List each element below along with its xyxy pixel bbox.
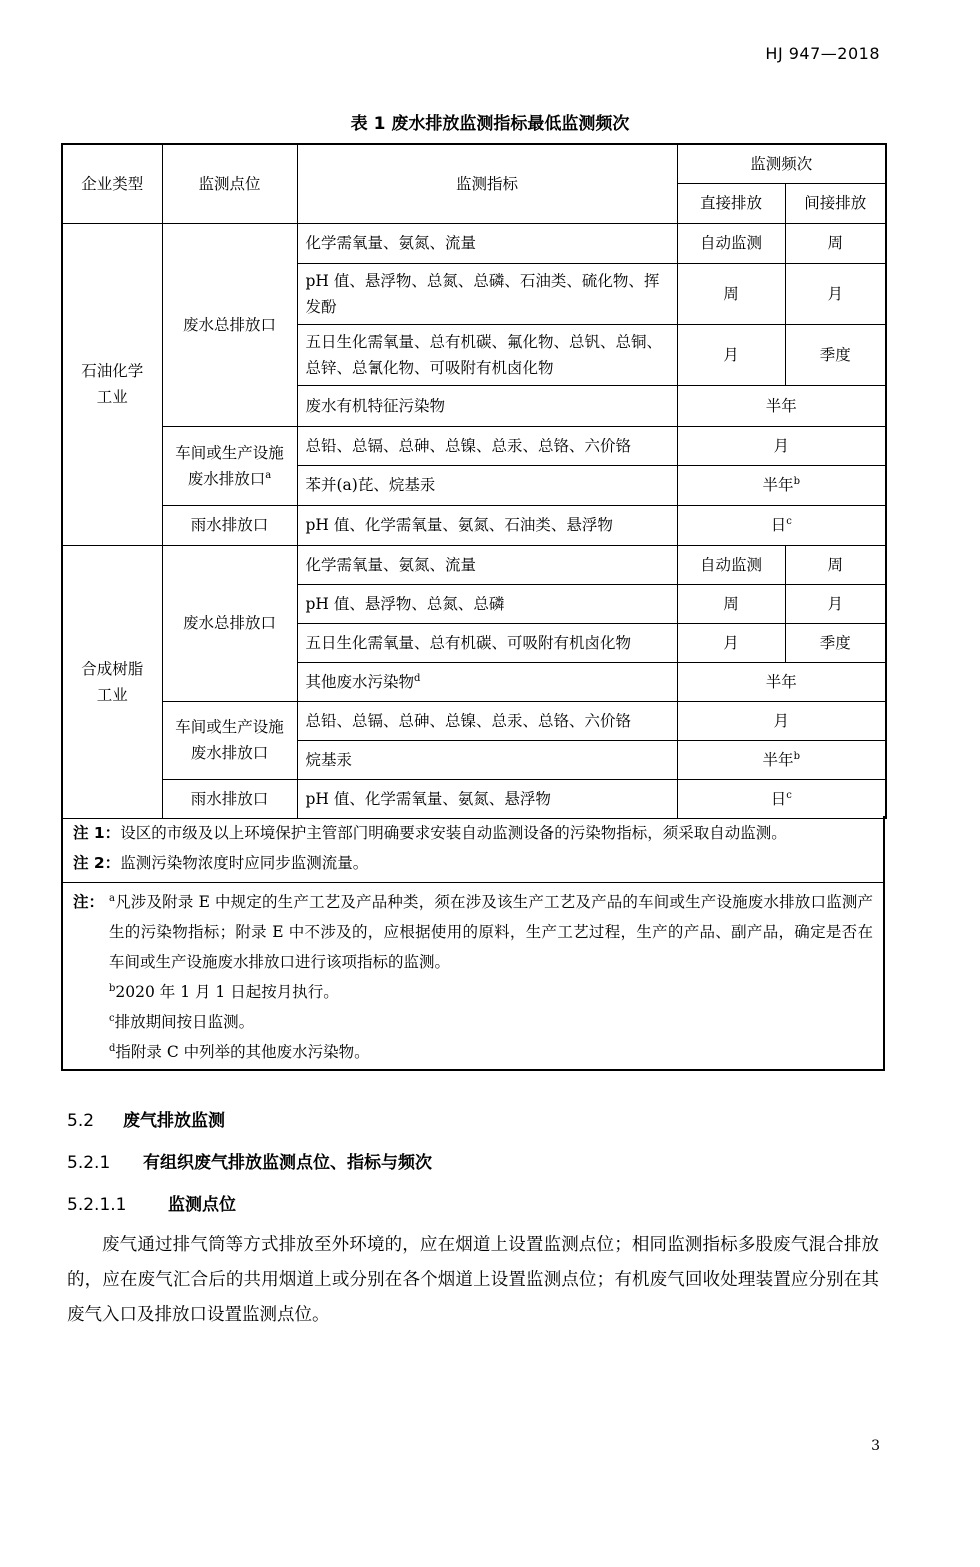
frequency-cell: 半年$^b$ bbox=[677, 740, 886, 779]
footnote-mark: d bbox=[414, 672, 421, 684]
note-1: 注 1：设区的市级及以上环境保护主管部门明确要求安装自动监测设备的污染物指标，须采取自动监测。 bbox=[73, 824, 787, 842]
footnote-mark: b bbox=[793, 750, 800, 762]
indicator-cell: 其他废水污染物$^d$ bbox=[297, 662, 677, 701]
indirect-frequency-cell: 季度 bbox=[785, 324, 886, 385]
header-indicator: 监测指标 bbox=[297, 144, 677, 223]
indicator-cell: 化学需氧量、氨氮、流量 bbox=[297, 545, 677, 584]
direct-frequency-cell: 周 bbox=[677, 584, 785, 623]
section-heading-5-2-1: 5.2.1 有组织废气排放监测点位、指标与频次 bbox=[67, 1153, 432, 1173]
table-title: 表 1 废水排放监测指标最低监测频次 bbox=[350, 114, 630, 134]
footnote-mark: a bbox=[265, 469, 272, 481]
general-notes bbox=[63, 816, 883, 883]
direct-frequency-cell: 自动监测 bbox=[677, 223, 785, 263]
header-enterprise-type: 企业类型 bbox=[62, 144, 162, 223]
footnote-mark: b bbox=[793, 475, 800, 487]
section-heading-5-2-1-1: 5.2.1.1 监测点位 bbox=[67, 1195, 236, 1215]
body-paragraph: 废气通过排气筒等方式排放至外环境的，应在烟道上设置监测点位；相同监测指标多股废气混合排放的，应在废气汇合后的共用烟道上或分别在各个烟道上设置监测点位；有机废气回收处理装置应分别在其废气入口及排放口设置监测点位。 bbox=[67, 1235, 879, 1325]
indicator-cell: 烷基汞 bbox=[297, 740, 677, 779]
footnote-mark: c bbox=[786, 515, 792, 527]
footnote-a: 注： $^a$凡涉及附录 E 中规定的生产工艺及产品种类，须在涉及该生产工艺及产品的车间或生产设施废水排放口监测产生的污染物指标；附录 E 中不涉及的，应根据使用的原料，生产工艺过程，生产的产品、副产品，确定是否在车间或生产设施废水排放口进行该项指标的监测。 bbox=[73, 892, 873, 971]
indirect-frequency-cell: 月 bbox=[785, 584, 886, 623]
direct-frequency-cell: 月 bbox=[677, 324, 785, 385]
indicator-cell: 总铅、总镉、总砷、总镍、总汞、总铬、六价铬 bbox=[297, 701, 677, 740]
note-2: 注 2：监测污染物浓度时应同步监测流量。 bbox=[73, 854, 369, 872]
header-monitoring-point: 监测点位 bbox=[162, 144, 297, 223]
indicator-cell: 五日生化需氧量、总有机碳、氟化物、总钒、总铜、总锌、总氰化物、可吸附有机卤化物 bbox=[297, 324, 677, 385]
footnote-d: $^d$指附录 C 中列举的其他废水污染物。 bbox=[109, 1042, 370, 1061]
enterprise-type-cell: 石油化学工业 bbox=[62, 223, 162, 545]
direct-frequency-cell: 自动监测 bbox=[677, 545, 785, 584]
indicator-cell: 废水有机特征污染物 bbox=[297, 385, 677, 426]
indicator-cell: pH 值、化学需氧量、氨氮、石油类、悬浮物 bbox=[297, 505, 677, 545]
enterprise-type-cell: 合成树脂工业 bbox=[62, 545, 162, 818]
frequency-cell: 半年 bbox=[677, 662, 886, 701]
footnote-c: $^c$排放期间按日监测。 bbox=[109, 1012, 255, 1031]
frequency-cell: 月 bbox=[677, 701, 886, 740]
table-notes bbox=[61, 816, 885, 1071]
direct-frequency-cell: 周 bbox=[677, 263, 785, 324]
indicator-cell: pH 值、化学需氧量、氨氮、悬浮物 bbox=[297, 779, 677, 818]
monitoring-frequency-table bbox=[61, 143, 887, 819]
direct-frequency-cell: 月 bbox=[677, 623, 785, 662]
footnote-mark: c bbox=[786, 789, 792, 801]
frequency-cell: 半年 bbox=[677, 385, 886, 426]
indicator-cell: 五日生化需氧量、总有机碳、可吸附有机卤化物 bbox=[297, 623, 677, 662]
header-frequency: 监测频次 bbox=[677, 144, 886, 183]
indirect-frequency-cell: 季度 bbox=[785, 623, 886, 662]
monitoring-point-cell: 雨水排放口 bbox=[162, 505, 297, 545]
indirect-frequency-cell: 周 bbox=[785, 223, 886, 263]
page-number: 3 bbox=[871, 1438, 880, 1454]
section-heading-5-2: 5.2 废气排放监测 bbox=[67, 1111, 225, 1131]
monitoring-point-cell: 车间或生产设施废水排放口$^a$ bbox=[162, 426, 297, 505]
monitoring-point-cell: 车间或生产设施废水排放口 bbox=[162, 701, 297, 779]
indicator-cell: 化学需氧量、氨氮、流量 bbox=[297, 223, 677, 263]
footnote-b: $^b$2020 年 1 月 1 日起按月执行。 bbox=[109, 982, 339, 1001]
frequency-cell: 半年$^b$ bbox=[677, 465, 886, 505]
indicator-cell: pH 值、悬浮物、总氮、总磷 bbox=[297, 584, 677, 623]
frequency-cell: 日$^c$ bbox=[677, 505, 886, 545]
frequency-cell: 月 bbox=[677, 426, 886, 465]
frequency-cell: 日$^c$ bbox=[677, 779, 886, 818]
indirect-frequency-cell: 周 bbox=[785, 545, 886, 584]
monitoring-point-cell: 废水总排放口 bbox=[162, 223, 297, 426]
header-direct: 直接排放 bbox=[677, 183, 785, 223]
indicator-cell: 总铅、总镉、总砷、总镍、总汞、总铬、六价铬 bbox=[297, 426, 677, 465]
monitoring-point-cell: 废水总排放口 bbox=[162, 545, 297, 701]
header-indirect: 间接排放 bbox=[785, 183, 886, 223]
indicator-cell: pH 值、悬浮物、总氮、总磷、石油类、硫化物、挥发酚 bbox=[297, 263, 677, 324]
footnotes bbox=[63, 883, 883, 1071]
indicator-cell: 苯并(a)芘、烷基汞 bbox=[297, 465, 677, 505]
monitoring-point-cell: 雨水排放口 bbox=[162, 779, 297, 818]
indirect-frequency-cell: 月 bbox=[785, 263, 886, 324]
standard-code: HJ 947—2018 bbox=[765, 44, 880, 63]
